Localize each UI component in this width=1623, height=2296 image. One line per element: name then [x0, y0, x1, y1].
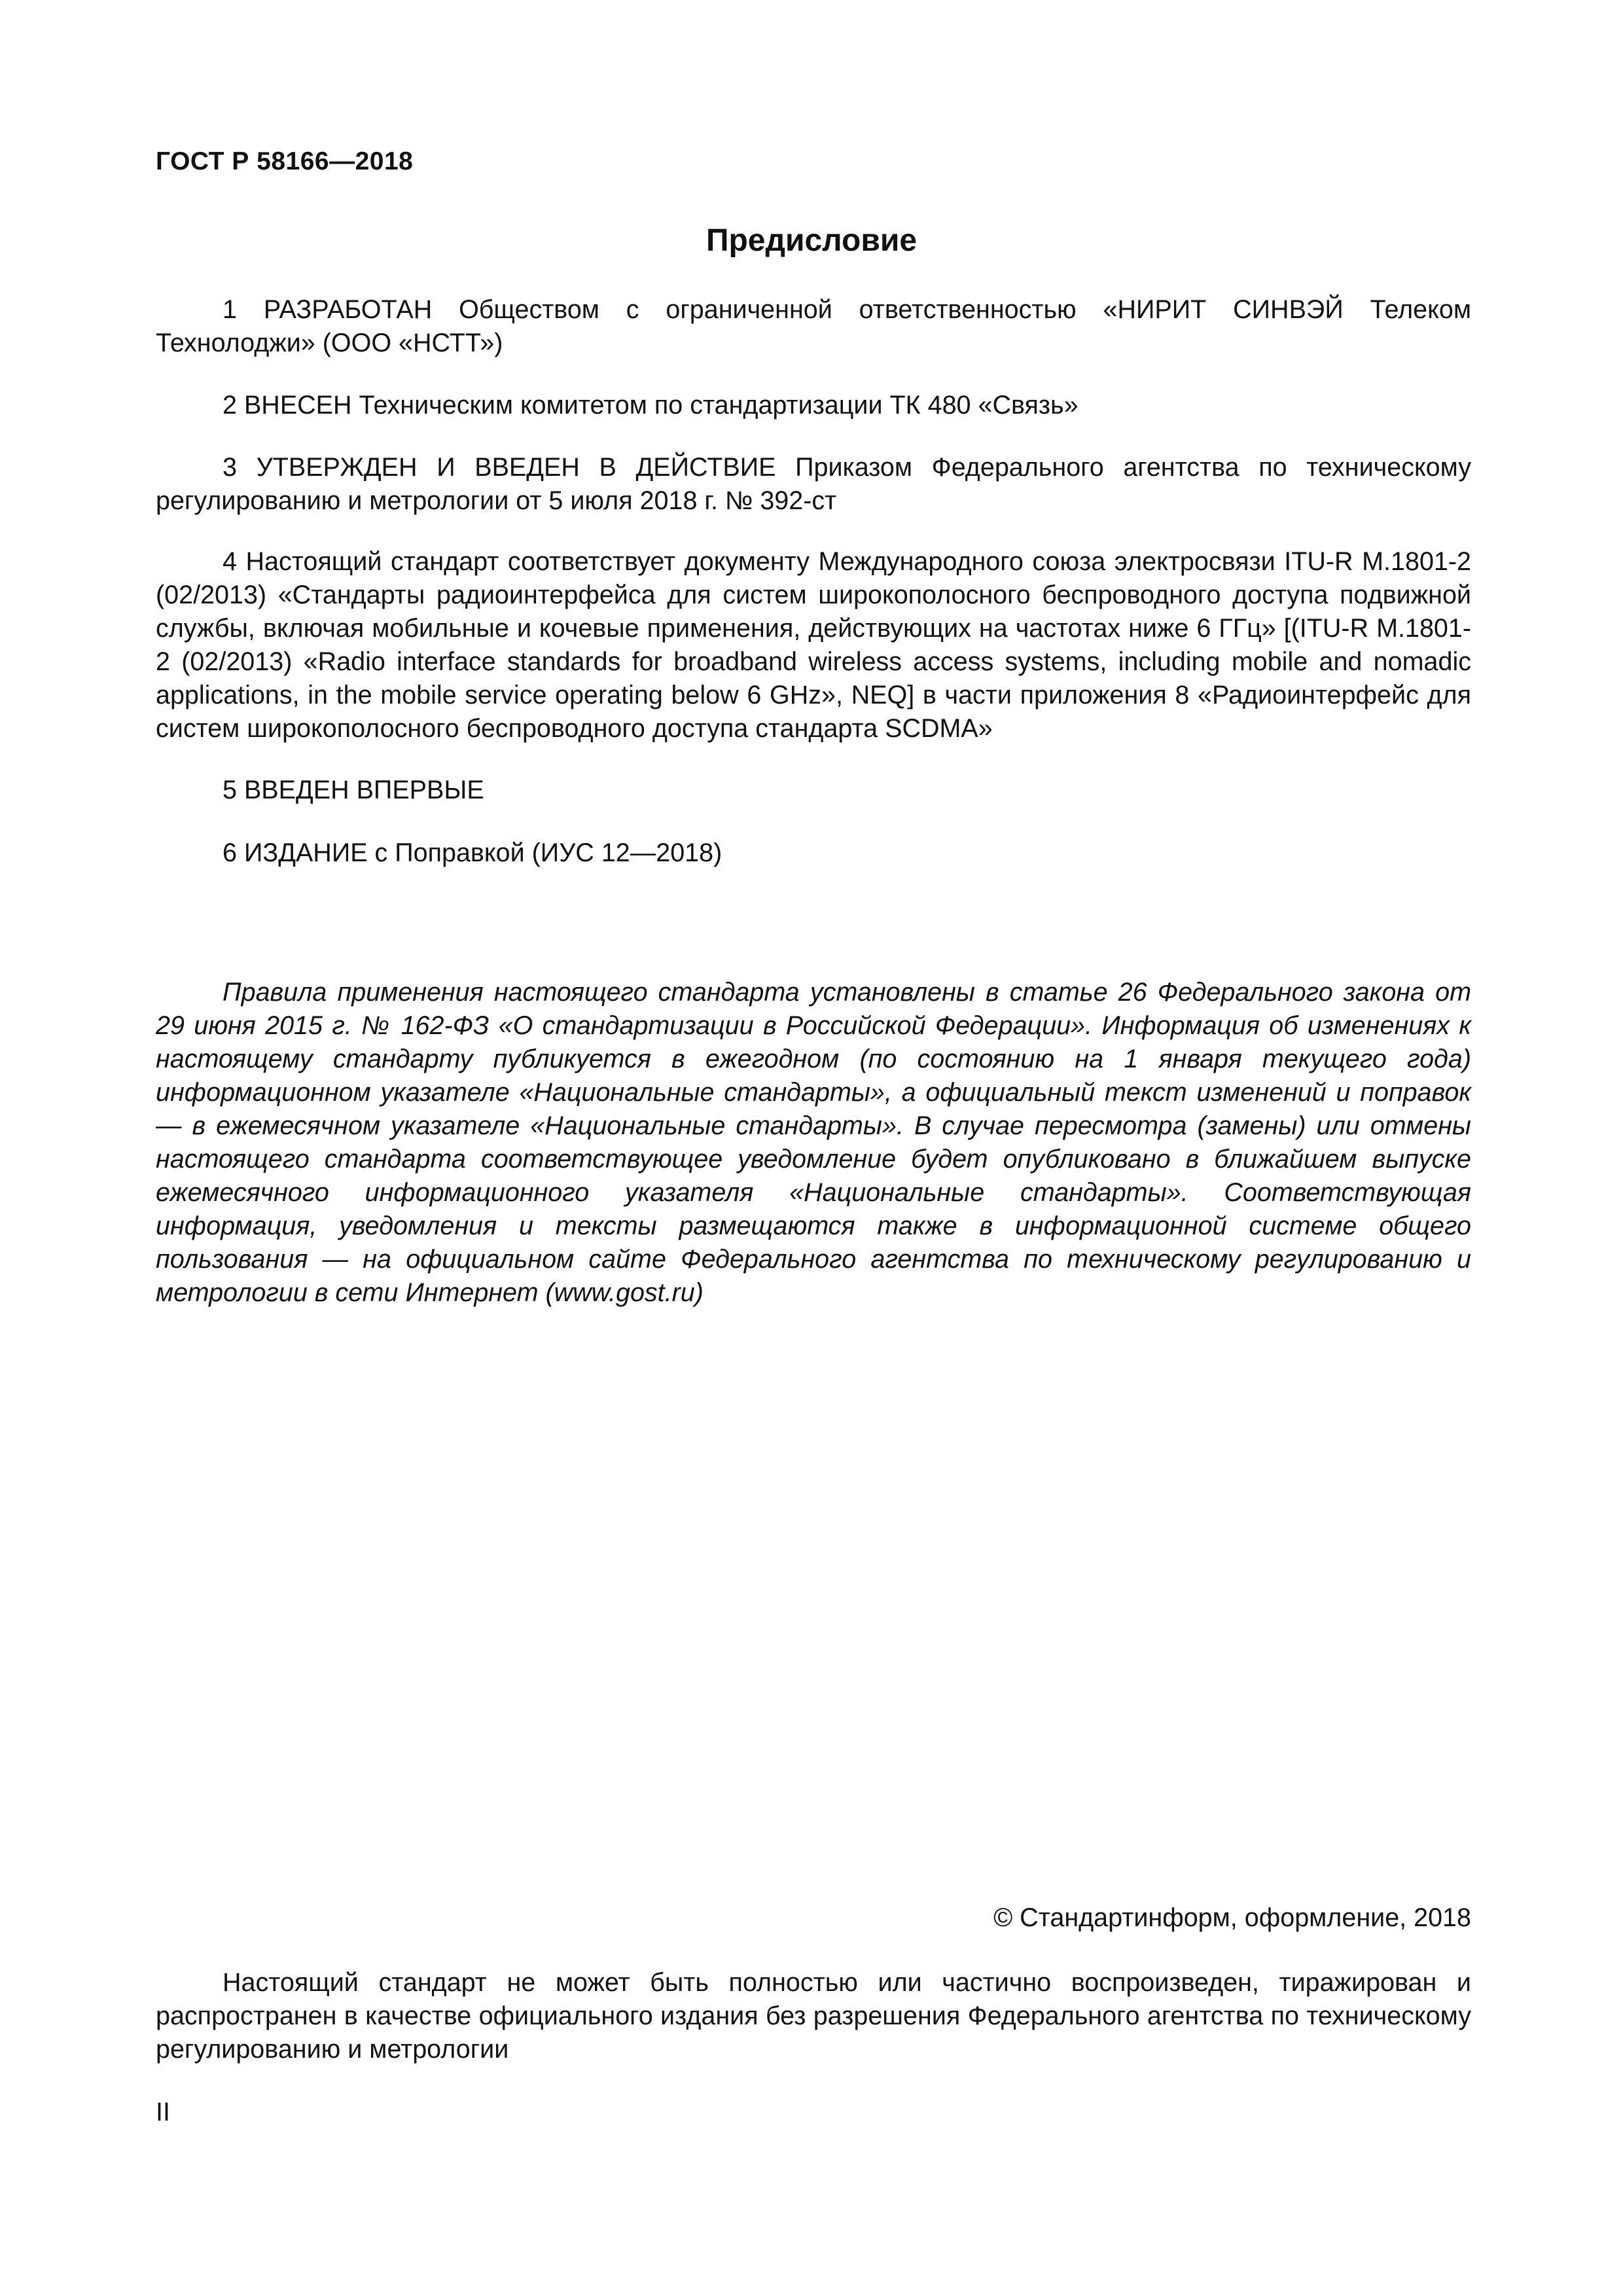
- foreword-item-6: 6 ИЗДАНИЕ с Поправкой (ИУС 12—2018): [223, 838, 722, 867]
- copyright-line: © Стандартинформ, оформление, 2018: [993, 1903, 1471, 1932]
- reproduction-notice: Настоящий стандарт не может быть полностью или частично воспроизведен, тиражирован и распространен в качестве официального издания без разрешения Федерального агентства по техническому регулированию и метрологии: [156, 1968, 1471, 2064]
- foreword-item-4: 4 Настоящий стандарт соответствует документу Международного союза электросвязи ITU-R M.1801-2 (02/2013) «Стандарты радиоинтерфейса для систем широкополосного беспроводного доступа подвижной службы, включая мобильные и кочевые применения, действующих на частотах ниже 6 ГГц» [(ITU-R M.1801-2 (02/2013) «Radio interface standards for broadband wireless access systems, including mobile and nomadic applications, in the mobile service operating below 6 GHz», NEQ] в части приложения 8 «Радиоинтерфейс для систем широкополосного беспроводного доступа стандарта SCDMA»: [156, 547, 1471, 743]
- foreword-item-3: 3 УТВЕРЖДЕН И ВВЕДЕН В ДЕЙСТВИЕ Приказом Федерального агентства по техническому регулированию и метрологии от 5 июля 2018 г. № 392-ст: [156, 453, 1471, 515]
- page-number: II: [156, 2098, 170, 2126]
- foreword-item-1: 1 РАЗРАБОТАН Обществом с ограниченной ответственностью «НИРИТ СИНВЭЙ Телеком Технолоджи» (ООО «НСТТ»): [156, 295, 1471, 357]
- standard-code-header: ГОСТ Р 58166—2018: [156, 147, 414, 175]
- rules-notice: Правила применения настоящего стандарта установлены в статье 26 Федерального закона от 29 июня 2015 г. № 162-ФЗ «О стандартизации в Российской Федерации». Информация об изменениях к настоящему стандарту публикуется в ежегодном (по состоянию на 1 января текущего года) информационном указателе «Национальные стандарты», а официальный текст изменений и поправок — в ежемесячном указателе «Национальные стандарты». В случае пересмотра (замены) или отмены настоящего стандарта соответствующее уведомление будет опубликовано в ближайшем выпуске ежемесячного информационного указателя «Национальные стандарты». Соответствующая информация, уведомления и тексты размещаются также в информационной системе общего пользования — на официальном сайте Федерального агентства по техническому регулированию и метрологии в сети Интернет (www.gost.ru): [156, 978, 1471, 1307]
- foreword-item-2: 2 ВНЕСЕН Техническим комитетом по стандартизации ТК 480 «Связь»: [223, 391, 1079, 420]
- page-title: Предисловие: [705, 223, 918, 258]
- foreword-item-5: 5 ВВЕДЕН ВПЕРВЫЕ: [223, 776, 484, 804]
